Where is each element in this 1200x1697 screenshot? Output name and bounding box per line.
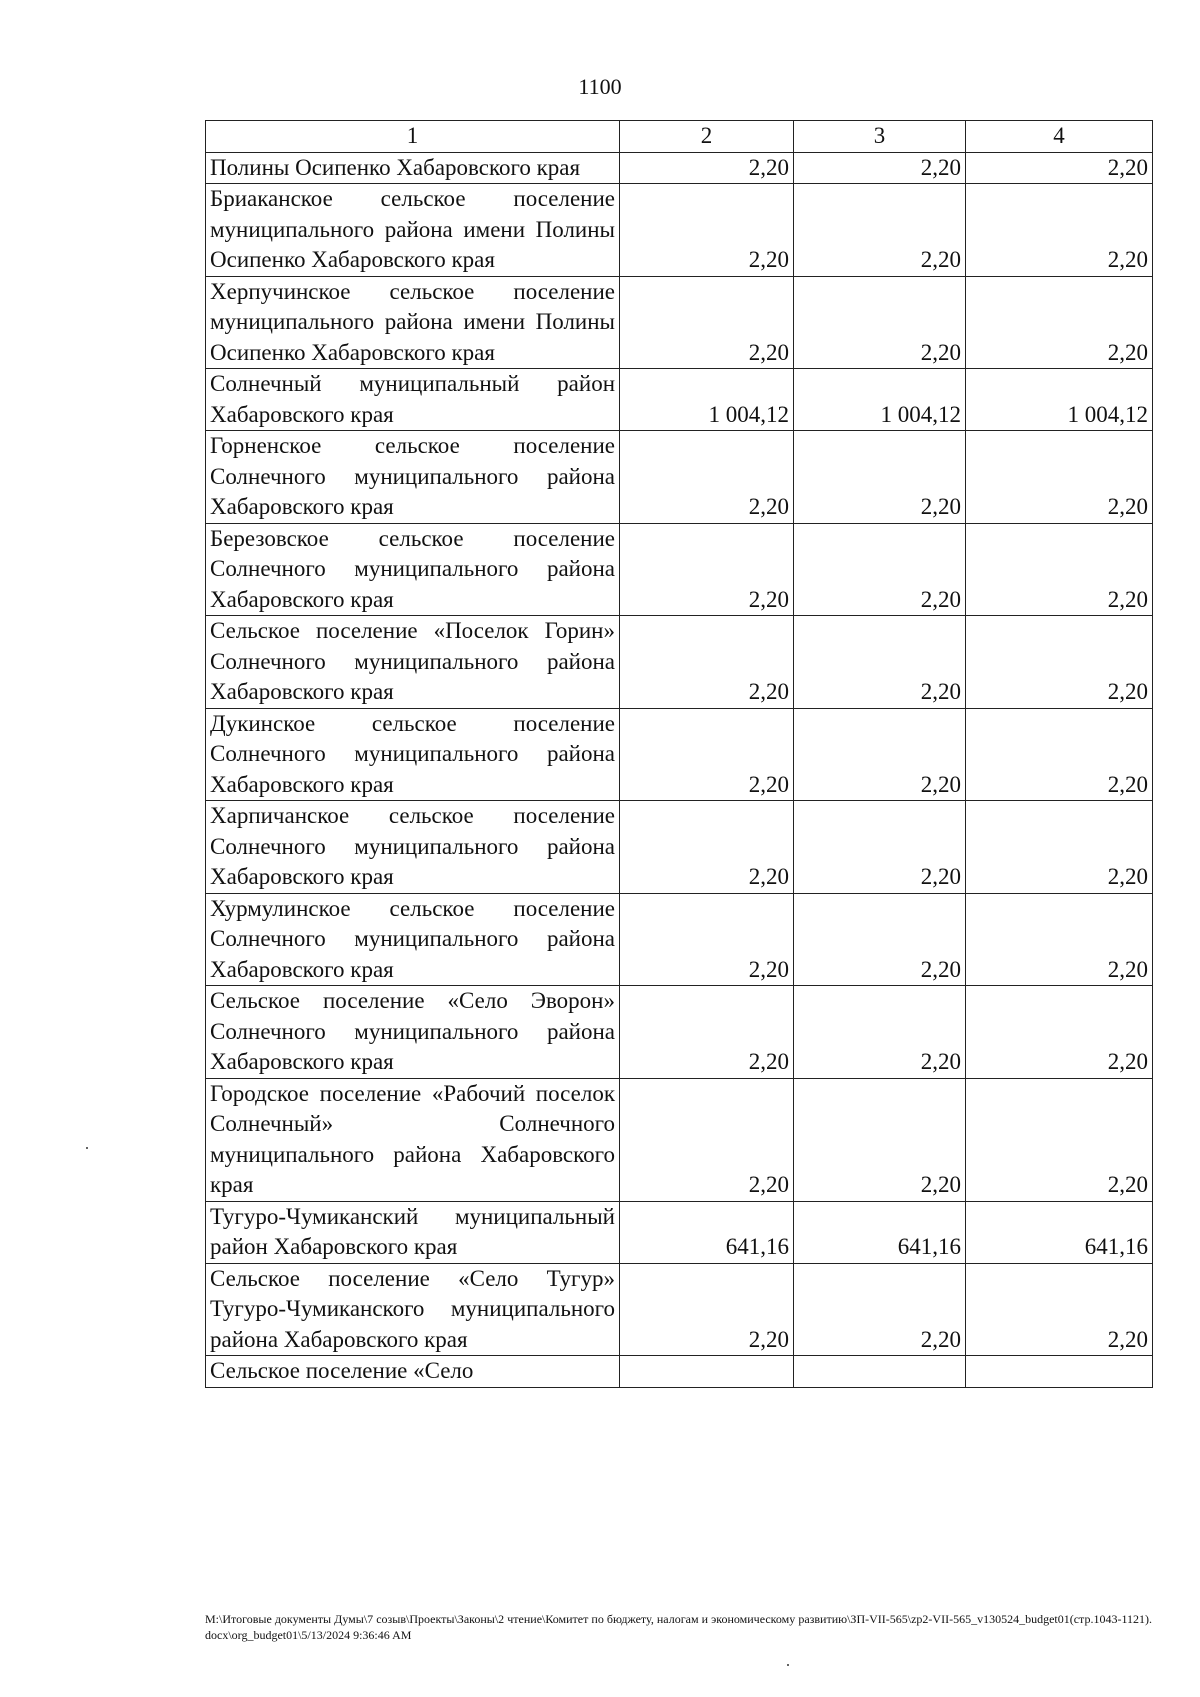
column-header-2: 2 <box>620 121 794 153</box>
row-name-cell: Харпичанское сельское поселение Солнечного муниципального района Хабаровского края <box>206 801 620 894</box>
table-row <box>206 616 1153 709</box>
row-value-col2: 2,20 <box>620 523 794 616</box>
budget-table <box>205 120 1153 1388</box>
row-value-col4: 1 004,12 <box>966 369 1153 431</box>
row-value-col3: 2,20 <box>794 893 966 986</box>
row-value-col2: 2,20 <box>620 893 794 986</box>
row-value-col4: 2,20 <box>966 893 1153 986</box>
row-name-cell: Сельское поселение «Село <box>206 1356 620 1388</box>
column-header-4: 4 <box>966 121 1153 153</box>
row-value-col4: 2,20 <box>966 801 1153 894</box>
row-name-cell: Дукинское сельское поселение Солнечного муниципального района Хабаровского края <box>206 708 620 801</box>
row-value-col4: 2,20 <box>966 708 1153 801</box>
table-row <box>206 276 1153 369</box>
scan-speck <box>787 1664 789 1666</box>
row-value-col2: 2,20 <box>620 708 794 801</box>
row-name-cell: Тугуро-Чумиканский муниципальный район Хабаровского края <box>206 1201 620 1263</box>
row-value-col3: 2,20 <box>794 1263 966 1356</box>
row-name-cell: Сельское поселение «Поселок Горин» Солнечного муниципального района Хабаровского края <box>206 616 620 709</box>
table-row <box>206 1201 1153 1263</box>
row-value-col3 <box>794 1356 966 1388</box>
row-name-cell: Горненское сельское поселение Солнечного муниципального района Хабаровского края <box>206 431 620 524</box>
row-value-col2: 2,20 <box>620 616 794 709</box>
row-value-col4: 2,20 <box>966 152 1153 184</box>
row-name-cell: Городское поселение «Рабочий поселок Солнечный» Солнечного муниципального района Хабаровского края <box>206 1078 620 1201</box>
row-value-col4: 2,20 <box>966 986 1153 1079</box>
row-name-cell: Березовское сельское поселение Солнечного муниципального района Хабаровского края <box>206 523 620 616</box>
row-value-col2 <box>620 1356 794 1388</box>
row-value-col4: 2,20 <box>966 431 1153 524</box>
row-value-col4: 2,20 <box>966 616 1153 709</box>
table-row <box>206 986 1153 1079</box>
row-value-col2: 2,20 <box>620 431 794 524</box>
row-value-col2: 2,20 <box>620 276 794 369</box>
row-value-col4: 2,20 <box>966 276 1153 369</box>
row-value-col3: 2,20 <box>794 523 966 616</box>
table-row <box>206 1078 1153 1201</box>
row-value-col2: 1 004,12 <box>620 369 794 431</box>
row-value-col3: 2,20 <box>794 276 966 369</box>
row-value-col4: 2,20 <box>966 1263 1153 1356</box>
table-row <box>206 708 1153 801</box>
column-header-1: 1 <box>206 121 620 153</box>
row-name-cell: Сельское поселение «Село Тугур» Тугуро-Чумиканского муниципального района Хабаровского края <box>206 1263 620 1356</box>
row-name-cell: Солнечный муниципальный район Хабаровского края <box>206 369 620 431</box>
row-value-col2: 2,20 <box>620 801 794 894</box>
scan-speck <box>86 1147 88 1149</box>
row-value-col3: 1 004,12 <box>794 369 966 431</box>
row-value-col3: 2,20 <box>794 616 966 709</box>
row-value-col2: 2,20 <box>620 184 794 277</box>
row-value-col2: 2,20 <box>620 986 794 1079</box>
row-name-cell: Полины Осипенко Хабаровского края <box>206 152 620 184</box>
document-file-path: M:\Итоговые документы Думы\7 созыв\Проекты\Законы\2 чтение\Комитет по бюджету, налогам и экономическому развитию\ЗП-VII-565\zp2-VII-565_v130524_budget01(стр.1043-1121).docx\org_budget01\5/13/2024 9:36:46 AM <box>205 1612 1152 1642</box>
table-row <box>206 523 1153 616</box>
table-row <box>206 152 1153 184</box>
table-row <box>206 184 1153 277</box>
row-name-cell: Хурмулинское сельское поселение Солнечного муниципального района Хабаровского края <box>206 893 620 986</box>
table-row <box>206 431 1153 524</box>
row-value-col3: 641,16 <box>794 1201 966 1263</box>
row-value-col3: 2,20 <box>794 986 966 1079</box>
table-row <box>206 893 1153 986</box>
row-name-cell: Бриаканское сельское поселение муниципального района имени Полины Осипенко Хабаровского края <box>206 184 620 277</box>
column-header-3: 3 <box>794 121 966 153</box>
row-value-col4: 2,20 <box>966 523 1153 616</box>
row-value-col3: 2,20 <box>794 152 966 184</box>
row-name-cell: Сельское поселение «Село Эворон» Солнечного муниципального района Хабаровского края <box>206 986 620 1079</box>
row-value-col2: 2,20 <box>620 152 794 184</box>
row-value-col2: 2,20 <box>620 1078 794 1201</box>
table-row <box>206 1263 1153 1356</box>
row-value-col3: 2,20 <box>794 1078 966 1201</box>
table-row <box>206 369 1153 431</box>
row-value-col3: 2,20 <box>794 431 966 524</box>
row-value-col4: 2,20 <box>966 1078 1153 1201</box>
row-value-col3: 2,20 <box>794 708 966 801</box>
row-value-col4: 2,20 <box>966 184 1153 277</box>
row-value-col4 <box>966 1356 1153 1388</box>
row-name-cell: Херпучинское сельское поселение муниципального района имени Полины Осипенко Хабаровского края <box>206 276 620 369</box>
table-row <box>206 801 1153 894</box>
page-number: 1100 <box>578 74 622 99</box>
row-value-col2: 641,16 <box>620 1201 794 1263</box>
row-value-col3: 2,20 <box>794 801 966 894</box>
table-body <box>206 152 1153 1387</box>
row-value-col2: 2,20 <box>620 1263 794 1356</box>
table-header-row <box>206 121 1153 153</box>
row-value-col4: 641,16 <box>966 1201 1153 1263</box>
table-row <box>206 1356 1153 1388</box>
row-value-col3: 2,20 <box>794 184 966 277</box>
